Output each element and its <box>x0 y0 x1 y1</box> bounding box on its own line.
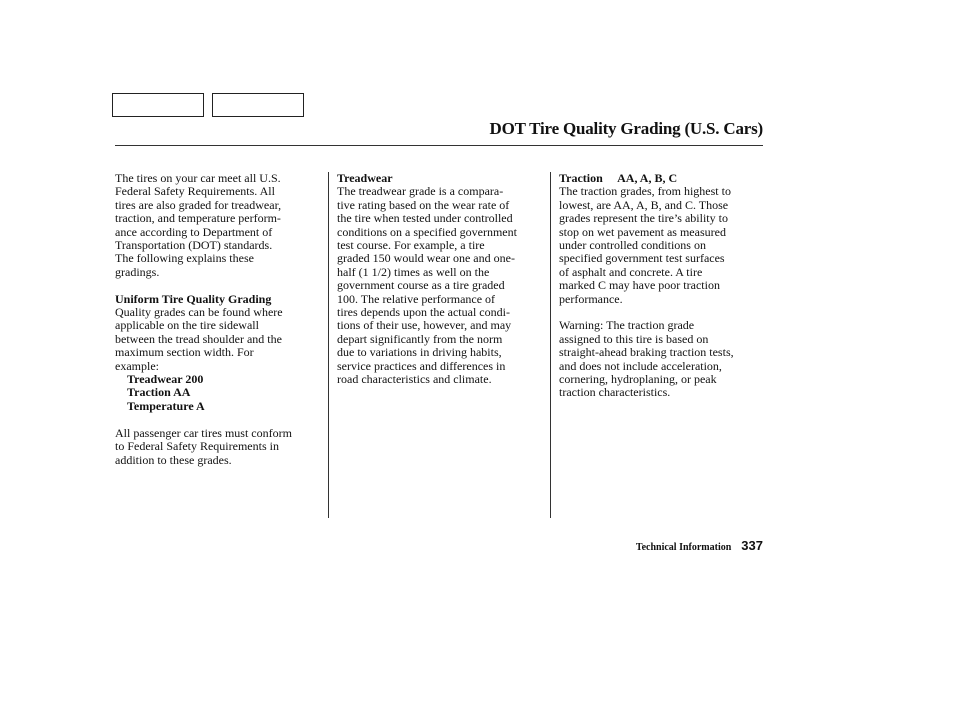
traction-heading-grades: AA, A, B, C <box>617 171 678 185</box>
text-line: The following explains these <box>115 251 254 266</box>
example-treadwear: Treadwear 200 <box>127 372 204 387</box>
text-line: and does not include acceleration, <box>559 358 722 373</box>
title-divider <box>115 145 763 146</box>
text-line: lowest, are AA, A, B, and C. Those <box>559 197 729 212</box>
text-line: service practices and differences in <box>337 358 506 373</box>
text-line: Federal Safety Requirements. All <box>115 184 275 199</box>
text-line: depart significantly from the norm <box>337 331 503 346</box>
page-footer <box>636 537 763 555</box>
nav-tab-box[interactable] <box>212 93 304 117</box>
text-line: Quality grades can be found where <box>115 305 283 320</box>
intro-paragraph <box>115 172 327 279</box>
closing-paragraph <box>115 427 327 467</box>
text-line: tive rating based on the wear rate of <box>337 197 510 212</box>
page-number: 337 <box>741 538 763 553</box>
text-line: the tire when tested under controlled <box>337 211 513 226</box>
warning-paragraph <box>559 319 765 399</box>
text-line: specified government test surfaces <box>559 251 725 266</box>
text-line: tires depends upon the actual condi- <box>337 305 510 320</box>
text-line: Warning: The traction grade <box>559 318 695 333</box>
example-traction: Traction AA <box>127 385 191 400</box>
text-line: tions of their use, however, and may <box>337 318 512 333</box>
text-line: The tires on your car meet all U.S. <box>115 171 281 185</box>
text-line: graded 150 would wear one and one- <box>337 251 515 266</box>
text-line: conditions on a specified government <box>337 224 517 239</box>
column-divider <box>550 172 551 518</box>
text-line: performance. <box>559 291 623 306</box>
text-line: road characteristics and climate. <box>337 372 492 387</box>
treadwear-heading: Treadwear <box>337 171 393 185</box>
traction-heading-label: Traction <box>559 171 603 185</box>
page-title: DOT Tire Quality Grading (U.S. Cars) <box>489 119 763 138</box>
text-line: gradings. <box>115 264 160 279</box>
text-line: The traction grades, from highest to <box>559 184 731 199</box>
text-line: All passenger car tires must conform <box>115 425 292 440</box>
nav-tab-box[interactable] <box>112 93 204 117</box>
column-intro <box>115 172 327 467</box>
text-line: 100. The relative performance of <box>337 291 496 306</box>
text-line: of asphalt and concrete. A tire <box>559 264 703 279</box>
text-line: stop on wet pavement as measured <box>559 224 726 239</box>
text-line: The treadwear grade is a compara- <box>337 184 504 199</box>
text-line: between the tread shoulder and the <box>115 331 282 346</box>
text-line: traction, and temperature perform- <box>115 211 281 226</box>
text-line: Transportation (DOT) standards. <box>115 238 273 253</box>
text-line: maximum section width. For <box>115 345 254 360</box>
text-line: half (1 1/2) times as well on the <box>337 264 490 279</box>
text-line: cornering, hydroplaning, or peak <box>559 372 717 387</box>
text-line: traction characteristics. <box>559 385 671 400</box>
text-line: addition to these grades. <box>115 452 232 467</box>
text-line: straight-ahead braking traction tests, <box>559 345 734 360</box>
column-divider <box>328 172 329 518</box>
column-traction <box>559 172 765 400</box>
utqg-section <box>115 293 327 414</box>
text-line: government course as a tire graded <box>337 278 505 293</box>
text-line: tires are also graded for treadwear, <box>115 197 282 212</box>
text-line: marked C may have poor traction <box>559 278 720 293</box>
footer-section-label: Technical Information <box>635 542 732 553</box>
text-line: applicable on the tire sidewall <box>115 318 259 333</box>
text-line: to Federal Safety Requirements in <box>115 439 279 454</box>
text-line: assigned to this tire is based on <box>559 331 709 346</box>
utqg-heading: Uniform Tire Quality Grading <box>115 291 272 306</box>
text-line: ance according to Department of <box>115 224 273 239</box>
text-line: example: <box>115 358 159 373</box>
text-line: grades represent the tire’s ability to <box>559 211 728 226</box>
text-line: under controlled conditions on <box>559 238 706 253</box>
example-temperature: Temperature A <box>127 398 205 413</box>
traction-heading <box>559 172 765 185</box>
text-line: due to variations in driving habits, <box>337 345 502 360</box>
text-line: test course. For example, a tire <box>337 238 485 253</box>
column-treadwear <box>337 172 545 387</box>
